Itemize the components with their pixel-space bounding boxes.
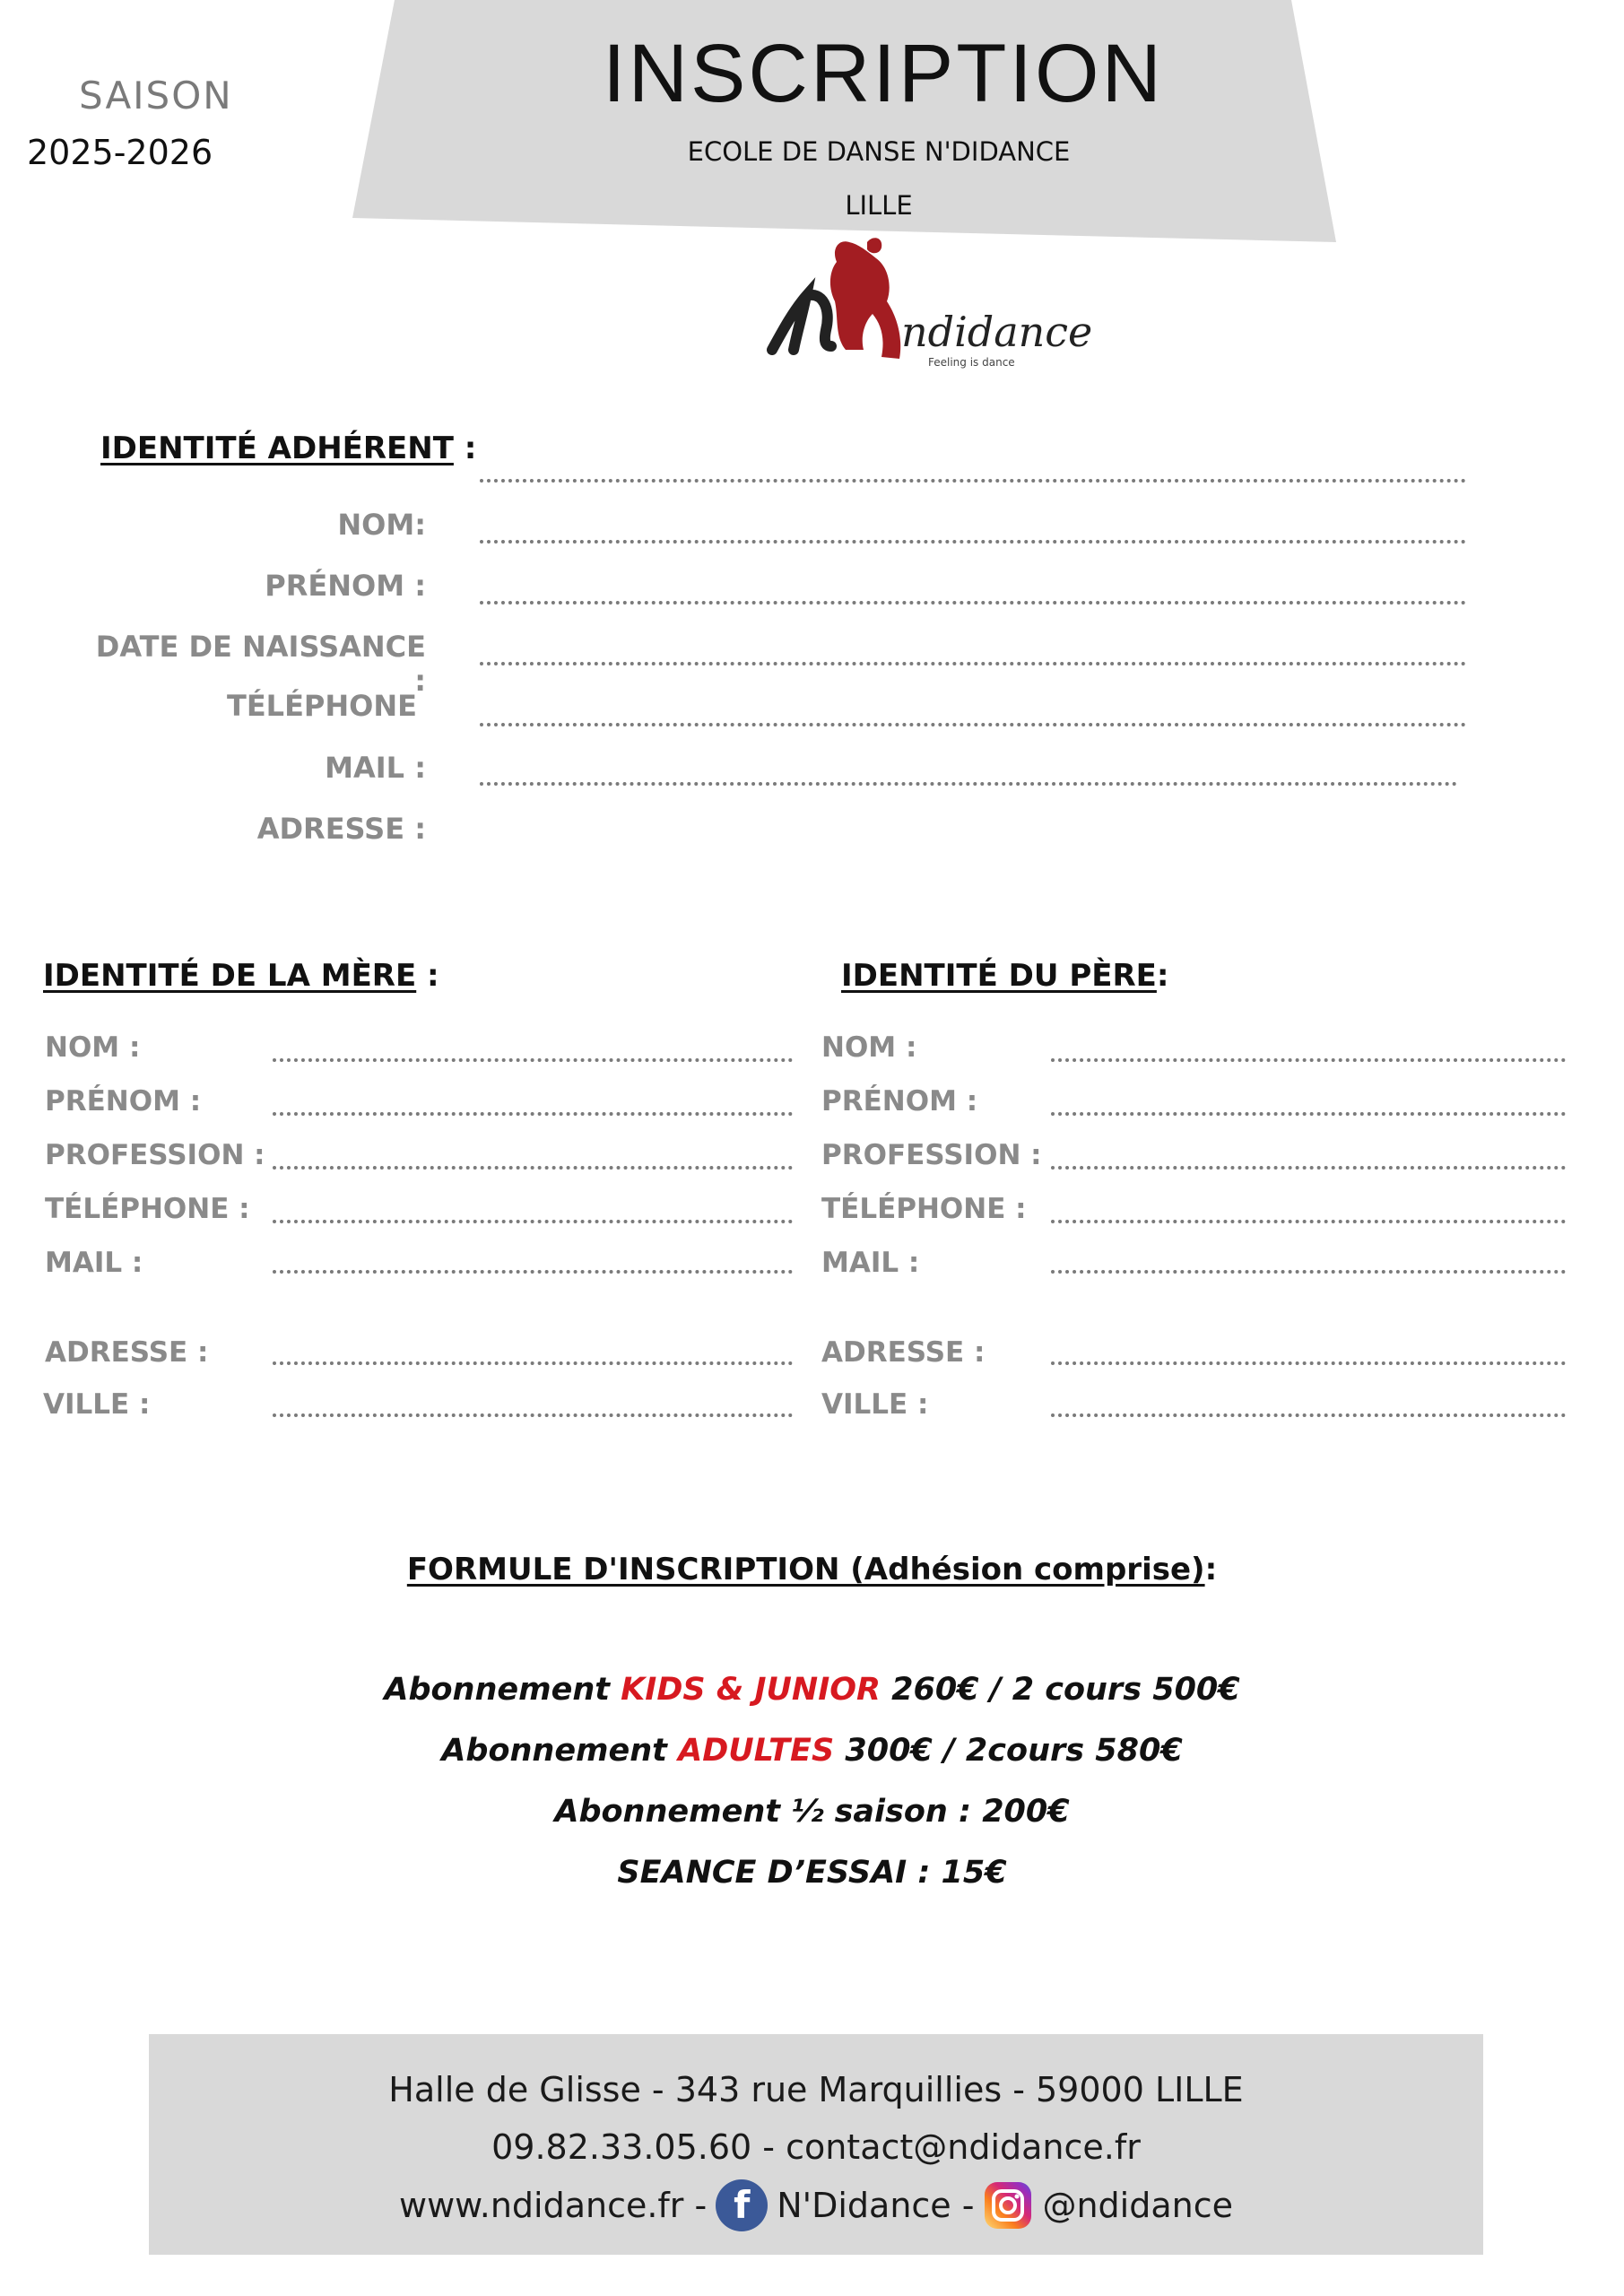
pere-profession-field[interactable] [1051, 1166, 1566, 1170]
adherent-adresse-label: ADRESSE : [256, 812, 426, 846]
price-seance-essai: SEANCE D’ESSAI : 15€ [617, 1855, 1007, 1891]
adherent-naissance-label: DATE DE NAISSANCE : [95, 630, 426, 698]
formule-title: FORMULE D'INSCRIPTION (Adhésion comprise): [406, 1552, 1218, 1587]
pere-nom-field[interactable] [1051, 1058, 1566, 1062]
school-name: ECOLE DE DANSE N'DIDANCE [687, 136, 1071, 167]
footer-instagram[interactable]: @ndidance [1042, 2186, 1233, 2225]
mere-profession-field[interactable] [273, 1166, 793, 1170]
mere-adresse-field[interactable] [273, 1361, 793, 1365]
price-adultes: Abonnement ADULTES 300€ / 2cours 580€ [441, 1733, 1183, 1769]
footer-website[interactable]: www.ndidance.fr - [398, 2186, 708, 2225]
footer-facebook[interactable]: N'Didance - [777, 2186, 975, 2225]
adherent-title-line[interactable] [480, 479, 1466, 483]
pere-nom-label: NOM : [821, 1031, 917, 1064]
mere-prenom-field[interactable] [273, 1112, 793, 1116]
mere-prenom-label: PRÉNOM : [45, 1085, 202, 1118]
pere-section-title: IDENTITÉ DU PÈRE: [841, 958, 1169, 994]
facebook-icon[interactable]: f [716, 2179, 768, 2231]
adherent-telephone-label: TÉLÉPHONE [226, 689, 417, 723]
adherent-mail-field[interactable] [480, 782, 1457, 786]
mere-ville-label: VILLE : [43, 1388, 151, 1421]
mere-mail-label: MAIL : [45, 1247, 143, 1279]
mere-profession-label: PROFESSION : [45, 1139, 265, 1171]
mere-section-title: IDENTITÉ DE LA MÈRE : [43, 958, 439, 994]
mere-nom-label: NOM : [45, 1031, 141, 1064]
mere-ville-field[interactable] [273, 1413, 793, 1417]
mere-mail-field[interactable] [273, 1270, 793, 1274]
mere-nom-field[interactable] [273, 1058, 793, 1062]
logo-text: ndidance [901, 308, 1093, 356]
mere-telephone-field[interactable] [273, 1220, 793, 1223]
pere-mail-field[interactable] [1051, 1270, 1566, 1274]
adherent-naissance-field[interactable] [480, 662, 1466, 665]
adherent-nom-label: NOM: [337, 508, 426, 542]
adherent-section-title: IDENTITÉ ADHÉRENT : [100, 430, 477, 466]
footer-contact: 09.82.33.05.60 - contact@ndidance.fr [491, 2127, 1141, 2167]
pere-adresse-label: ADRESSE : [821, 1336, 986, 1369]
adherent-prenom-field[interactable] [480, 601, 1466, 604]
pere-mail-label: MAIL : [821, 1247, 920, 1279]
adherent-prenom-label: PRÉNOM : [265, 569, 426, 603]
pere-telephone-label: TÉLÉPHONE : [821, 1193, 1027, 1225]
footer-social-row [149, 2179, 1483, 2231]
adherent-nom-field[interactable] [480, 540, 1466, 544]
footer-address: Halle de Glisse - 343 rue Marquillies - 59000 LILLE [388, 2070, 1244, 2109]
mere-telephone-label: TÉLÉPHONE : [45, 1193, 250, 1225]
logo-tagline: Feeling is dance [928, 356, 1015, 369]
ndidance-logo [767, 231, 1093, 373]
pere-prenom-field[interactable] [1051, 1112, 1566, 1116]
pere-profession-label: PROFESSION : [821, 1139, 1042, 1171]
pere-telephone-field[interactable] [1051, 1220, 1566, 1223]
adherent-telephone-field[interactable] [480, 723, 1466, 726]
adherent-mail-label: MAIL : [325, 751, 426, 785]
season-years: 2025-2026 [27, 133, 213, 172]
pere-ville-label: VILLE : [821, 1388, 929, 1421]
season-label: SAISON [79, 74, 233, 117]
price-demi-saison: Abonnement ½ saison : 200€ [554, 1794, 1070, 1830]
price-kids-junior: Abonnement KIDS & JUNIOR 260€ / 2 cours 500€ [384, 1672, 1240, 1708]
instagram-icon[interactable] [983, 2180, 1033, 2231]
page-title: INSCRIPTION [603, 28, 1164, 119]
school-city: LILLE [845, 190, 913, 221]
pere-ville-field[interactable] [1051, 1413, 1566, 1417]
pere-adresse-field[interactable] [1051, 1361, 1566, 1365]
mere-adresse-label: ADRESSE : [45, 1336, 209, 1369]
pere-prenom-label: PRÉNOM : [821, 1085, 978, 1118]
